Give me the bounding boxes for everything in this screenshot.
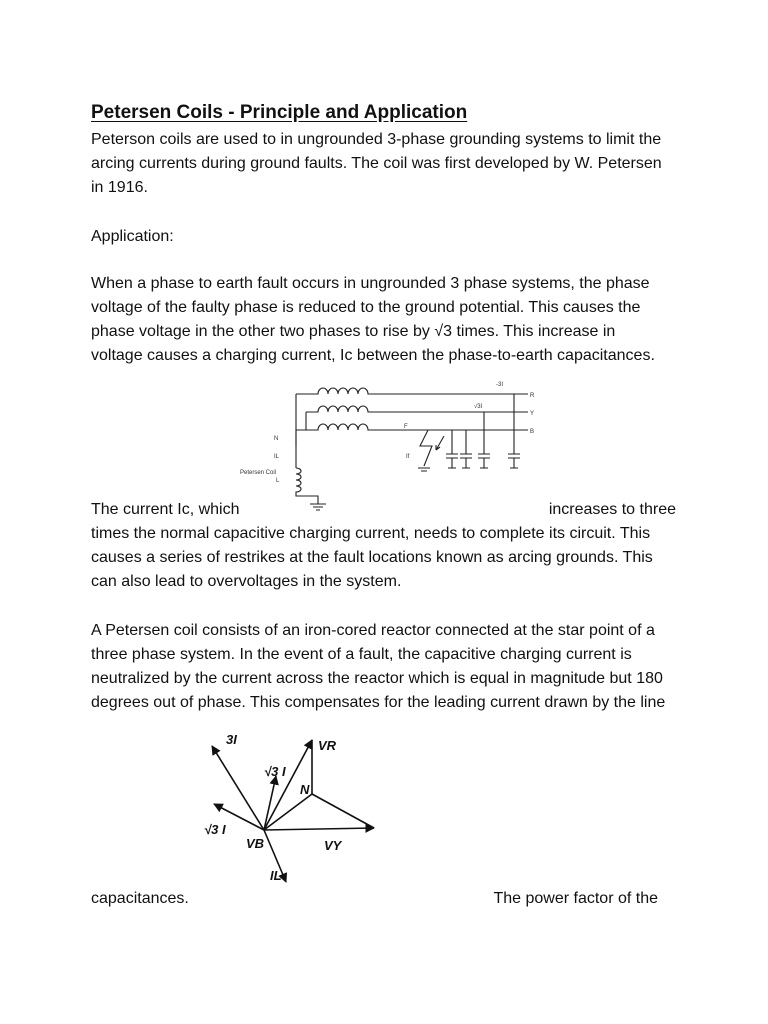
reactor-line: neutralized by the current across the reactor which is equal in magnitude but 180	[91, 670, 663, 687]
current-text-right: increases to three	[548, 501, 676, 518]
label-phasor-n: N	[300, 782, 310, 797]
capacitor-extra	[446, 430, 458, 468]
capacitances-text: capacitances.	[91, 890, 189, 907]
label-phasor-vr: VR	[318, 738, 337, 753]
fault-line: voltage causes a charging current, Ic between the phase-to-earth capacitances.	[91, 347, 655, 364]
label-phasor-vb: VB	[246, 836, 265, 851]
fault-paragraph	[91, 272, 691, 368]
circuit-diagram	[238, 376, 538, 512]
petersen-coil-symbol	[296, 468, 318, 504]
label-l: L	[276, 478, 280, 484]
arcing-line: can also lead to overvoltages in the system.	[91, 573, 402, 590]
label-n: N	[274, 436, 279, 442]
fault-arc	[420, 430, 432, 466]
label-petersen-coil: Petersen Coil	[240, 470, 277, 476]
label-phasor-3i: 3I	[226, 732, 237, 747]
label-3i: -3I	[496, 382, 504, 388]
intro-line: in 1916.	[91, 179, 148, 196]
star-bus	[296, 394, 314, 446]
phasor-n-y	[312, 794, 374, 828]
label-il: IL	[274, 454, 280, 460]
capacitor-r	[508, 394, 520, 468]
capacitor-y	[478, 412, 490, 468]
reactor-line: degrees out of phase. This compensates for the leading current drawn by the line	[91, 694, 666, 711]
intro-line: Peterson coils are used to in ungrounded 3-phase grounding systems to limit the	[91, 131, 662, 148]
label-if: If	[406, 454, 410, 460]
intro-paragraph	[91, 128, 691, 200]
fault-line: voltage of the faulty phase is reduced to the ground potential. This causes the	[91, 299, 641, 316]
page-title: Petersen Coils - Principle and Application	[91, 102, 468, 123]
fault-line: When a phase to earth fault occurs in ungrounded 3 phase systems, the phase	[91, 275, 650, 292]
reactor-paragraph	[91, 619, 691, 715]
phasor-diagram	[198, 724, 398, 888]
label-phasor-vy: VY	[324, 838, 342, 853]
label-phasor-il: IL	[270, 868, 282, 883]
arcing-paragraph	[91, 522, 691, 594]
arcing-line: times the normal capacitive charging current, needs to complete its circuit. This	[91, 525, 651, 542]
fault-arrow	[436, 436, 444, 450]
phase-y-line	[306, 406, 528, 412]
fault-ground	[418, 468, 430, 471]
label-r: R	[530, 393, 535, 399]
power-factor-text: The power factor of the	[493, 890, 658, 907]
current-text-left: The current Ic, which	[91, 501, 240, 518]
reactor-line: three phase system. In the event of a fault, the capacitive charging current is	[91, 646, 632, 663]
phase-b-line	[314, 424, 528, 430]
label-phasor-root3i-left: √3 I	[204, 822, 226, 837]
arcing-line: causes a series of restrikes at the fault locations known as arcing grounds. This	[91, 549, 653, 566]
reactor-line: A Petersen coil consists of an iron-cored reactor connected at the star point of a	[91, 622, 655, 639]
ground-symbol	[310, 504, 326, 510]
phasor-vy	[264, 828, 374, 830]
application-heading: Application:	[91, 228, 174, 245]
label-y: Y	[530, 411, 535, 417]
capacitor-b	[460, 430, 472, 468]
label-b: B	[530, 429, 535, 435]
phasor-3i	[212, 746, 264, 830]
label-f: F	[404, 424, 408, 430]
label-root3i: √3I	[474, 404, 483, 410]
phase-r-line	[296, 388, 528, 394]
fault-line: phase voltage in the other two phases to rise by √3 times. This increase in	[91, 323, 616, 340]
label-phasor-root3i-upper: √3 I	[264, 764, 286, 779]
intro-line: arcing currents during ground faults. The coil was first developed by W. Petersen	[91, 155, 662, 172]
